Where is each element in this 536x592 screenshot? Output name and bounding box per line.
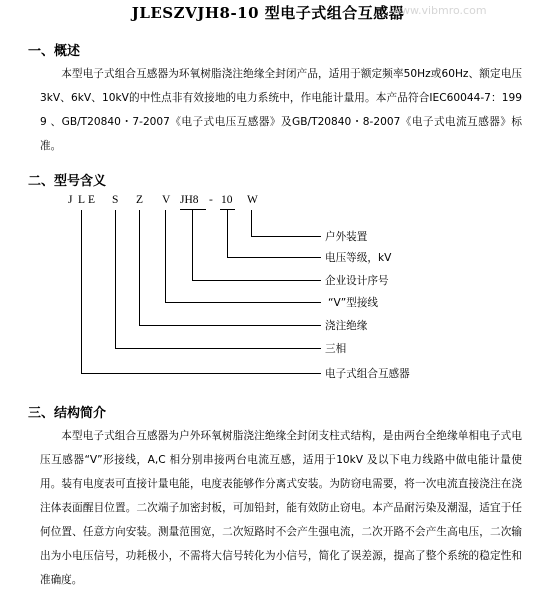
connector-voltage-horizontal: [227, 257, 321, 258]
watermark: www.vibmro.com: [392, 4, 487, 17]
code-letter-j: J: [68, 194, 73, 206]
connector-z-vertical: [139, 210, 140, 325]
connector-w-horizontal: [251, 236, 321, 237]
meaning-v-connection: “V”型接线: [328, 297, 379, 309]
code-letter-v: V: [162, 194, 171, 206]
structure-heading: 三、结构简介: [28, 406, 107, 421]
model-heading: 二、型号含义: [28, 174, 107, 189]
overview-paragraph: 本型电子式组合互感器为环氧树脂浇注绝缘全封闭产品，适用于额定频率50Hz或60Hz、额定电压3kV、6kV、10kV的中性点非有效接地的电力系统中，作电能计量用。本产品符合IEC60044-7：1999 、GB/T20840・7-2007《电子式电压互感器》及GB/T20840・8-2007《电子式电流互感器》标准。: [40, 68, 522, 152]
meaning-outdoor: 户外装置: [325, 231, 368, 243]
connector-jle-horizontal: [81, 373, 321, 374]
connector-voltage-vertical: [227, 210, 228, 257]
connector-v-horizontal: [165, 302, 321, 303]
connector-s-vertical: [115, 210, 116, 348]
meaning-three-phase: 三相: [325, 343, 347, 355]
meaning-voltage-level: 电压等级，kV: [325, 252, 392, 264]
meaning-electronic-combined-transformer: 电子式组合互感器: [325, 368, 410, 380]
meaning-cast-insulation: 浇注绝缘: [325, 320, 368, 332]
connector-design-horizontal: [192, 280, 321, 281]
code-letter-l: L: [78, 194, 86, 206]
overview-heading: 一、概述: [28, 44, 81, 59]
code-separator: -: [209, 194, 213, 206]
page-title: JLESZVJH8-10 型电子式组合互感器: [131, 4, 405, 22]
meaning-design-number: 企业设计序号: [325, 275, 389, 287]
code-voltage: 10: [221, 194, 233, 206]
connector-design-vertical: [192, 210, 193, 280]
code-letter-z: Z: [136, 194, 144, 206]
connector-w-vertical: [251, 210, 252, 236]
connector-v-vertical: [165, 210, 166, 302]
connector-z-horizontal: [139, 325, 321, 326]
connector-s-horizontal: [115, 348, 321, 349]
code-letter-e: E: [88, 194, 96, 206]
code-design-number: JH8: [180, 194, 199, 206]
structure-paragraph: 本型电子式组合互感器为户外环氧树脂浇注绝缘全封闭支柱式结构，是由两台全绝缘单相电子式电压互感器“V”形接线，A,C 相分别串接两台电流互感，适用于10kV 及以下电力线路中做电能计量使用。装有电度表可直接计量电能，电度表能够作分离式安装。为防窃电需要，将一次电流直接浇注在浇注体表面醒目位置。二次端子加密封板，可加铅封，能有效防止窃电。本产品耐污染及潮湿，适宜于任何位置、任意方向安装。测量范围宽，二次短路时不会产生强电流，二次开路不会产生高电压，二次输出为小电压信号，功耗极小，不需将大信号转化为小信号，简化了误差源，提高了整个系统的稳定性和准确度。: [40, 430, 522, 586]
underline-design-number: [180, 209, 206, 210]
connector-jle-vertical: [81, 210, 82, 373]
code-letter-s: S: [112, 194, 119, 206]
code-letter-w: W: [247, 194, 258, 206]
